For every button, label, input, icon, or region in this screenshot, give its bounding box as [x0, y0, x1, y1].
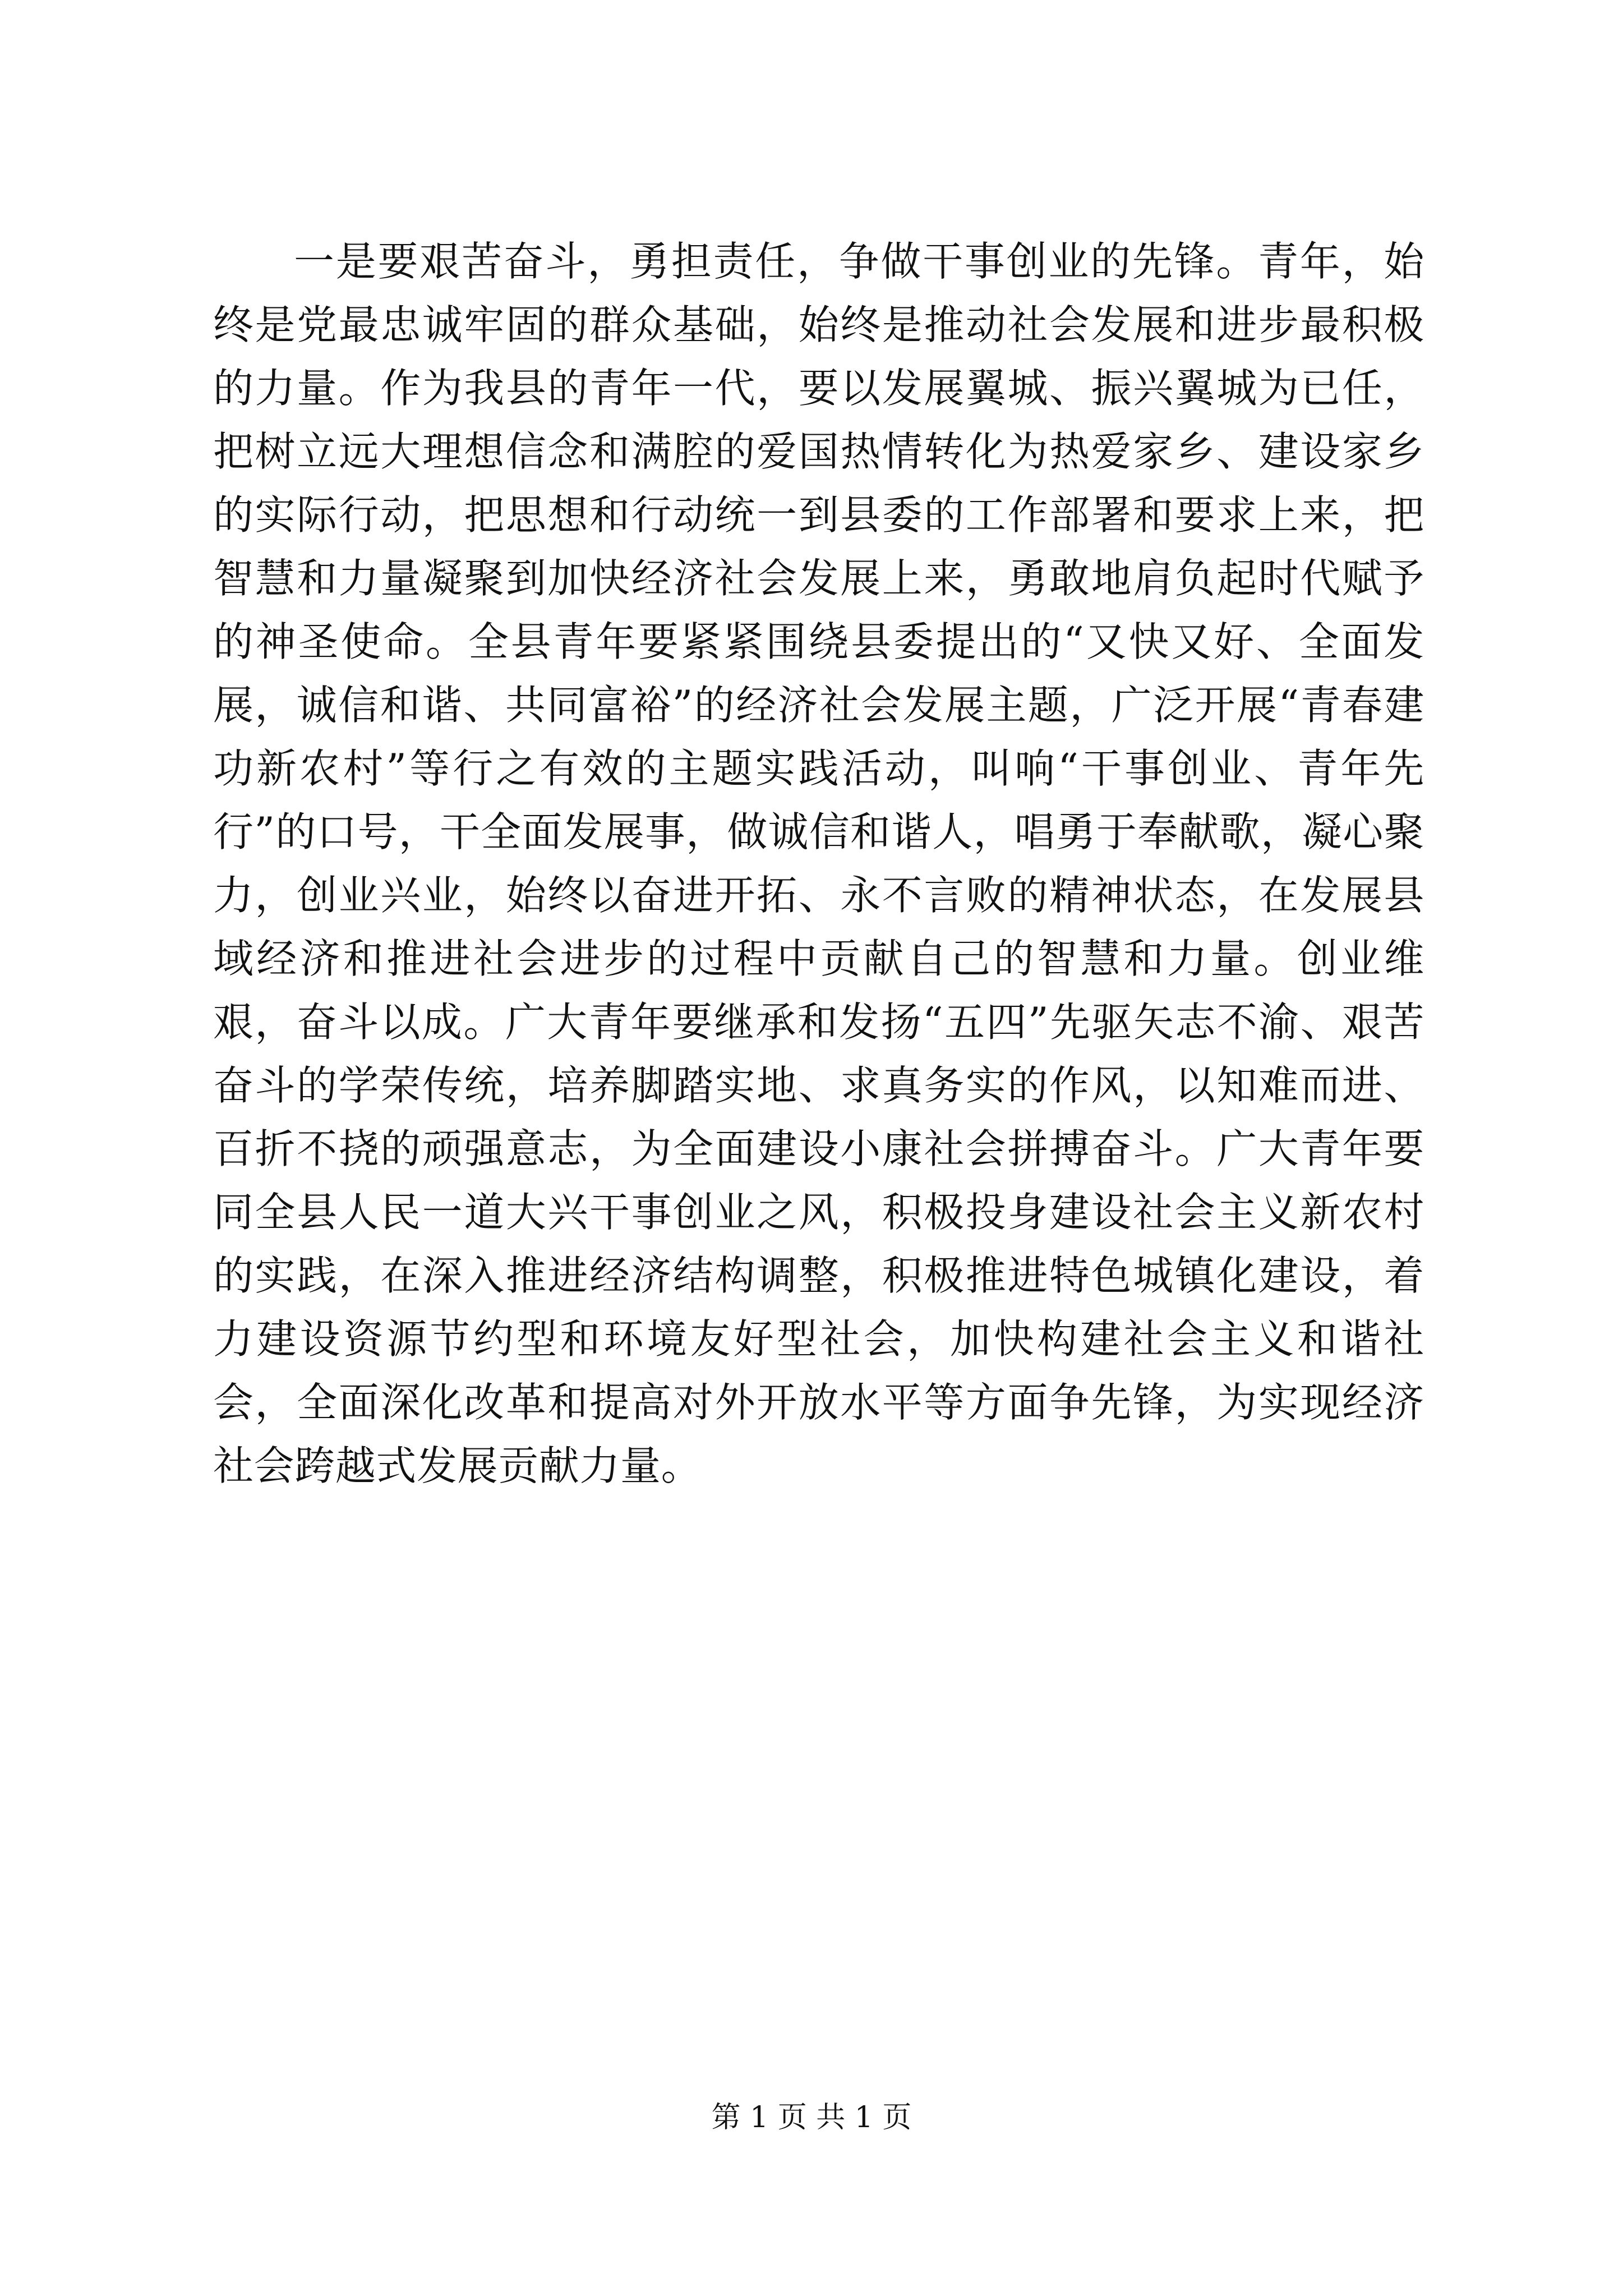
body-paragraph: 一是要艰苦奋斗，勇担责任，争做干事创业的先锋。青年，始终是党最忠诚牢固的群众基础，始终是推动社会发展和进步最积极的力量。作为我县的青年一代，要以发展翼城、振兴翼城为已任，把树立远大理想信念和满腔的爱国热情转化为热爱家乡、建设家乡的实际行动，把思想和行动统一到县委的工作部署和要求上来，把智慧和力量凝聚到加快经济社会发展上来，勇敢地肩负起时代赋予的神圣使命。全县青年要紧紧围绕县委提出的“又快又好、全面发展，诚信和谐、共同富裕”的经济社会发展主题，广泛开展“青春建功新农村”等行之有效的主题实践活动，叫响“干事创业、青年先行”的口号，干全面发展事，做诚信和谐人，唱勇于奉献歌，凝心聚力，创业兴业，始终以奋进开拓、永不言败的精神状态，在发展县域经济和推进社会进步的过程中贡献自己的智慧和力量。创业维艰，奋斗以成。广大青年要继承和发扬“五四”先驱矢志不渝、艰苦奋斗的学荣传统，培养脚踏实地、求真务实的作风，以知难而进、百折不挠的顽强意志，为全面建设小康社会拼搏奋斗。广大青年要同全县人民一道大兴干事创业之风，积极投身建设社会主义新农村的实践，在深入推进经济结构调整，积极推进特色城镇化建设，着力建设资源节约型和环境友好型社会，加快构建社会主义和谐社会，全面深化改革和提高对外开放水平等方面争先锋，为实现经济社会跨越式发展贡献力量。 [213, 238, 1424, 1489]
document-body [213, 230, 1424, 1498]
page-footer: 第 1 页 共 1 页 [711, 2101, 912, 2134]
